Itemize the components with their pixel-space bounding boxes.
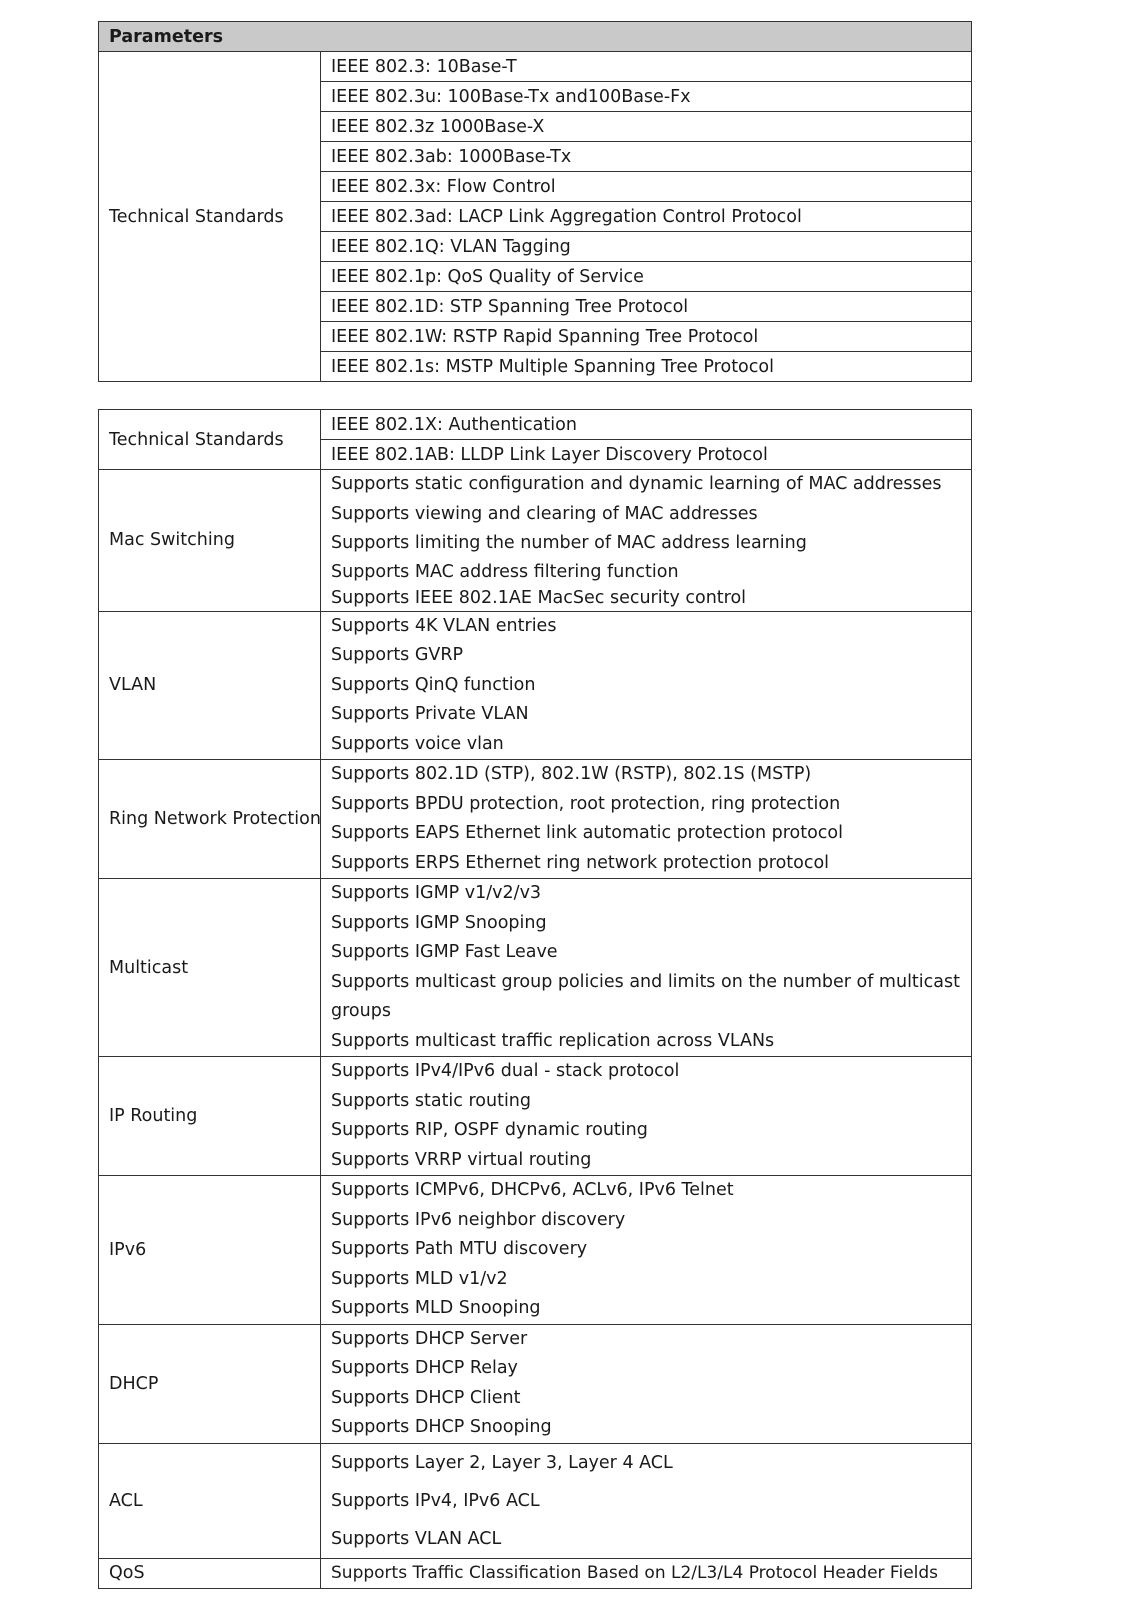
table-row bbox=[99, 1558, 972, 1589]
spec-line: Supports static routing bbox=[331, 1090, 532, 1111]
spec-line: Supports IPv6 neighbor discovery bbox=[331, 1209, 626, 1230]
spec-line: Supports IGMP Fast Leave bbox=[331, 942, 558, 962]
spec-line: Supports DHCP Snooping bbox=[331, 1417, 552, 1437]
spec-line: Supports DHCP Client bbox=[331, 1387, 521, 1408]
table-row bbox=[99, 1443, 972, 1558]
spec-line: Supports Path MTU discovery bbox=[331, 1239, 588, 1259]
row-label-ring-network-protection: Ring Network Protection bbox=[99, 760, 321, 879]
table-row bbox=[99, 1057, 972, 1176]
spec-value: IEEE 802.3u: 100Base-Tx and100Base-Fx bbox=[321, 82, 972, 112]
parameters-table bbox=[98, 21, 972, 382]
spec-line: Supports IGMP v1/v2/v3 bbox=[331, 883, 542, 903]
spec-value-group bbox=[321, 1443, 972, 1558]
spec-value-group bbox=[321, 1176, 972, 1325]
spec-value: IEEE 802.1W: RSTP Rapid Spanning Tree Protocol bbox=[321, 322, 972, 352]
spec-value: IEEE 802.1AB: LLDP Link Layer Discovery Protocol bbox=[321, 440, 972, 470]
spec-line: Supports Traffic Classification Based on L2/L3/L4 Protocol Header Fields bbox=[331, 1562, 939, 1583]
table-row bbox=[99, 1176, 972, 1325]
spec-line: Supports VLAN ACL bbox=[331, 1528, 502, 1549]
spec-line: Supports limiting the number of MAC address learning bbox=[331, 533, 807, 553]
row-label-multicast: Multicast bbox=[99, 879, 321, 1057]
spec-line: Supports DHCP Relay bbox=[331, 1358, 518, 1378]
parameters-header: Parameters bbox=[99, 22, 972, 52]
features-table bbox=[98, 409, 972, 1589]
spec-value: IEEE 802.1Q: VLAN Tagging bbox=[321, 232, 972, 262]
row-label-ipv6: IPv6 bbox=[99, 1176, 321, 1325]
row-label-dhcp: DHCP bbox=[99, 1324, 321, 1443]
spec-value: IEEE 802.3z 1000Base-X bbox=[321, 112, 972, 142]
spec-value-group bbox=[321, 470, 972, 612]
table-row bbox=[99, 760, 972, 879]
spec-line: Supports multicast group policies and limits on the number of multicast bbox=[331, 971, 960, 992]
spec-line: Supports MLD Snooping bbox=[331, 1298, 541, 1318]
table-header-row bbox=[99, 22, 972, 52]
spec-line: Supports multicast traffic replication across VLANs bbox=[331, 1030, 775, 1051]
spec-value: IEEE 802.3: 10Base-T bbox=[321, 52, 972, 82]
spec-value: IEEE 802.1p: QoS Quality of Service bbox=[321, 262, 972, 292]
spec-value-group bbox=[321, 611, 972, 760]
spec-line: Supports Private VLAN bbox=[331, 704, 529, 724]
table-row bbox=[99, 1324, 972, 1443]
spec-line: Supports GVRP bbox=[331, 645, 464, 665]
row-label-technical-standards: Technical Standards bbox=[99, 410, 321, 470]
table-row bbox=[99, 879, 972, 1057]
row-label-mac-switching: Mac Switching bbox=[99, 470, 321, 612]
row-label-technical-standards: Technical Standards bbox=[99, 52, 321, 382]
spec-line: Supports ICMPv6, DHCPv6, ACLv6, IPv6 Telnet bbox=[331, 1180, 734, 1200]
spec-line: Supports 4K VLAN entries bbox=[331, 615, 557, 636]
spec-line: Supports EAPS Ethernet link automatic protection protocol bbox=[331, 823, 843, 843]
spec-line: Supports QinQ function bbox=[331, 674, 536, 695]
row-label-qos: QoS bbox=[99, 1558, 321, 1589]
row-label-vlan: VLAN bbox=[99, 611, 321, 760]
spec-line: Supports RIP, OSPF dynamic routing bbox=[331, 1120, 648, 1140]
spec-line: Supports Layer 2, Layer 3, Layer 4 ACL bbox=[331, 1452, 673, 1473]
spec-line: groups bbox=[331, 1001, 391, 1021]
spec-line: Supports ERPS Ethernet ring network protection protocol bbox=[331, 852, 830, 873]
spec-value-group bbox=[321, 1324, 972, 1443]
table-row bbox=[99, 611, 972, 760]
spec-line: Supports IGMP Snooping bbox=[331, 912, 547, 933]
spec-line: Supports MLD v1/v2 bbox=[331, 1268, 508, 1289]
spec-value: IEEE 802.1D: STP Spanning Tree Protocol bbox=[321, 292, 972, 322]
spec-value: IEEE 802.3ad: LACP Link Aggregation Control Protocol bbox=[321, 202, 972, 232]
spec-value-group bbox=[321, 760, 972, 879]
spec-value-group bbox=[321, 1057, 972, 1176]
spec-line: Supports IPv4, IPv6 ACL bbox=[331, 1490, 540, 1511]
spec-value-group bbox=[321, 1558, 972, 1589]
spec-line: Supports VRRP virtual routing bbox=[331, 1149, 592, 1170]
spec-value: IEEE 802.3ab: 1000Base-Tx bbox=[321, 142, 972, 172]
spec-value: IEEE 802.1X: Authentication bbox=[321, 410, 972, 440]
table-row bbox=[99, 470, 972, 612]
spec-value-group bbox=[321, 879, 972, 1057]
table-row bbox=[99, 52, 972, 82]
spec-line: Supports static configuration and dynamic learning of MAC addresses bbox=[331, 474, 942, 494]
spec-line: Supports IEEE 802.1AE MacSec security control bbox=[331, 587, 747, 608]
spec-value: IEEE 802.1s: MSTP Multiple Spanning Tree Protocol bbox=[321, 352, 972, 382]
spec-line: Supports MAC address filtering function bbox=[331, 561, 679, 582]
spec-line: Supports viewing and clearing of MAC addresses bbox=[331, 503, 758, 524]
spec-line: Supports IPv4/IPv6 dual - stack protocol bbox=[331, 1061, 680, 1081]
row-label-ip-routing: IP Routing bbox=[99, 1057, 321, 1176]
spec-line: Supports BPDU protection, root protection, ring protection bbox=[331, 793, 841, 814]
spec-line: Supports voice vlan bbox=[331, 733, 504, 754]
row-label-acl: ACL bbox=[99, 1443, 321, 1558]
spec-line: Supports 802.1D (STP), 802.1W (RSTP), 802.1S (MSTP) bbox=[331, 764, 812, 784]
spec-line: Supports DHCP Server bbox=[331, 1328, 528, 1349]
table-row bbox=[99, 410, 972, 440]
spec-value: IEEE 802.3x: Flow Control bbox=[321, 172, 972, 202]
